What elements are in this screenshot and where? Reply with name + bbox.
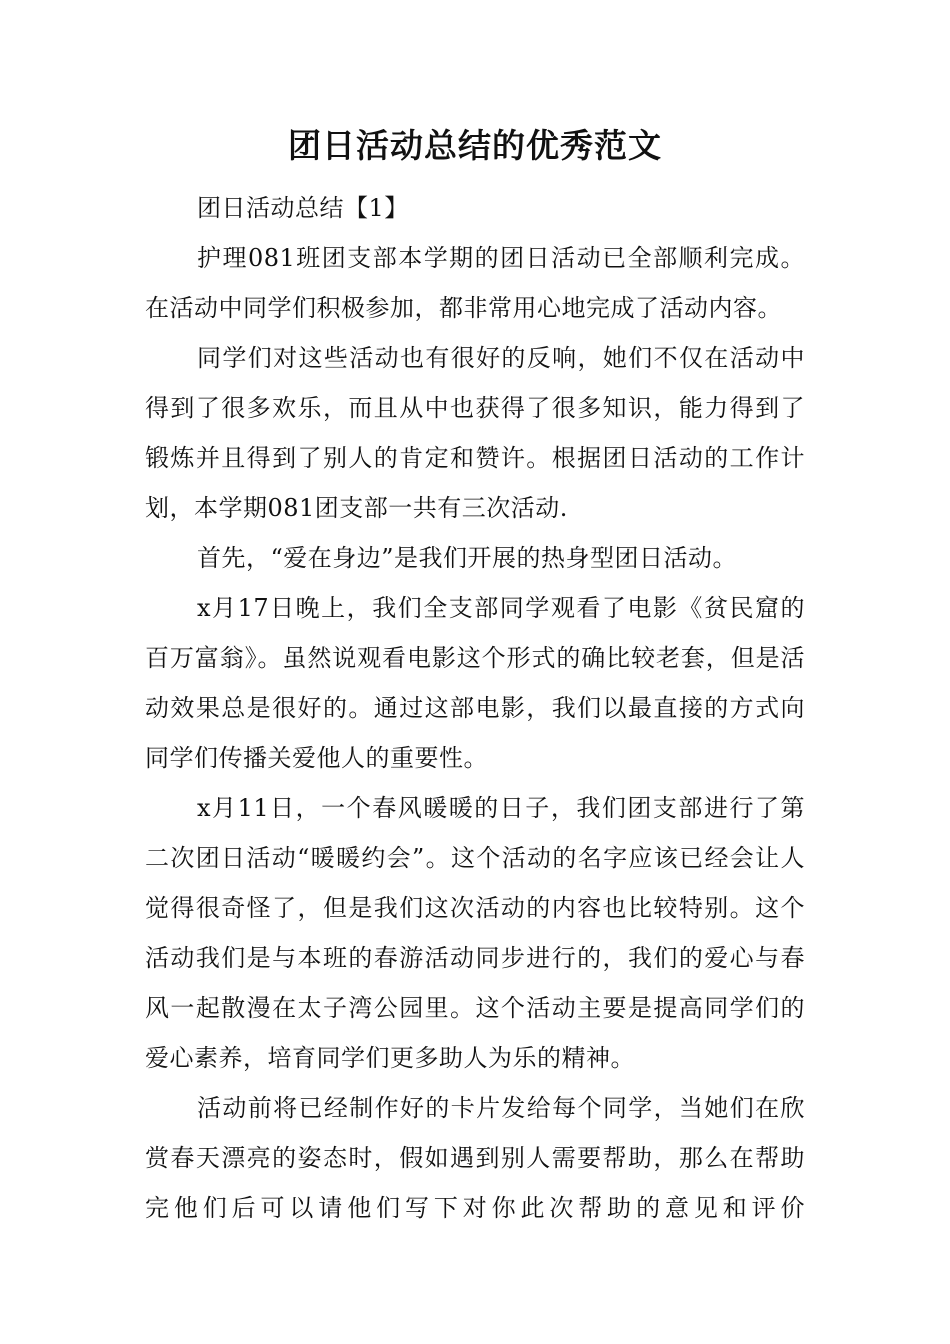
paragraph-first-activity: 首先，“爱在身边”是我们开展的热身型团日活动。 bbox=[197, 544, 738, 572]
paragraph-response: 同学们对这些活动也有很好的反响，她们不仅在活动中得到了很多欢乐，而且从中也获得了很多知识，能力得到了锻炼并且得到了别人的肯定和赞许。根据团日活动的工作计划，本学期081团支部一共有三次活动. bbox=[145, 344, 805, 522]
paragraph-second-activity: x月11日，一个春风暖暖的日子，我们团支部进行了第二次团日活动“暖暖约会”。这个活动的名字应该已经会让人觉得很奇怪了，但是我们这次活动的内容也比较特别。这个活动我们是与本班的春游活动同步进行的，我们的爱心与春风一起散漫在太子湾公园里。这个活动主要是提高同学们的爱心素养，培育同学们更多助人为乐的精神。 bbox=[145, 794, 805, 1072]
section-heading: 团日活动总结【1】 bbox=[197, 194, 409, 222]
paragraph-movie: x月17日晚上，我们全支部同学观看了电影《贫民窟的百万富翁》。虽然说观看电影这个形式的确比较老套，但是活动效果总是很好的。通过这部电影，我们以最直接的方式向同学们传播关爱他人的重要性。 bbox=[145, 594, 805, 772]
document-body bbox=[145, 183, 805, 1233]
paragraph-cards: 活动前将已经制作好的卡片发给每个同学，当她们在欣赏春天漂亮的姿态时，假如遇到别人需要帮助，那么在帮助完他们后可以请他们写下对你此次帮助的意见和评价 bbox=[145, 1094, 805, 1222]
paragraph-intro: 护理081班团支部本学期的团日活动已全部顺利完成。在活动中同学们积极参加，都非常用心地完成了活动内容。 bbox=[145, 244, 805, 322]
document-title: 团日活动总结的优秀范文 bbox=[288, 126, 662, 165]
